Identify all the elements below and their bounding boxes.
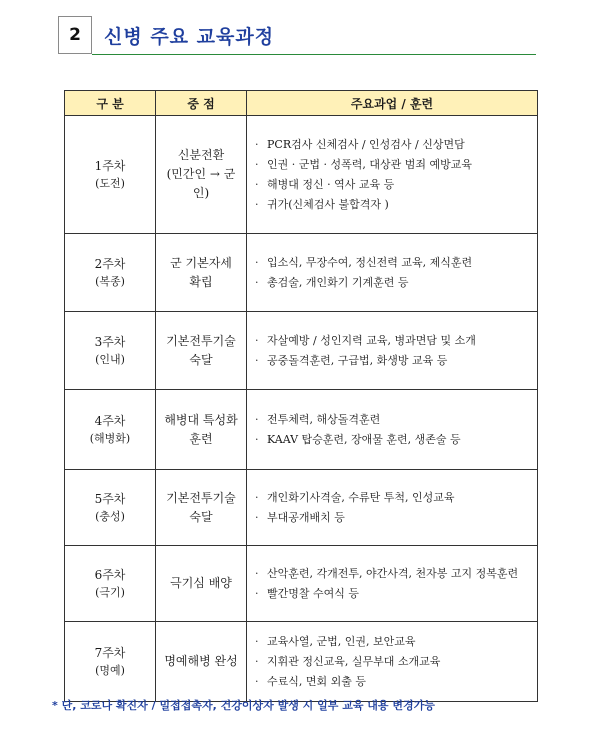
focus-line: 기본전투기술: [166, 333, 236, 348]
bullet-icon: ·: [255, 353, 259, 367]
list-item: [255, 430, 533, 450]
week-cell: [65, 116, 156, 234]
week-cell: [65, 312, 156, 390]
focus-line: 해병대 특성화: [164, 412, 238, 427]
list-item: [255, 508, 533, 528]
subjects-cell: [247, 622, 538, 702]
bullet-icon: ·: [255, 654, 259, 668]
list-item: [255, 632, 533, 652]
week-theme: (극기): [95, 585, 125, 599]
list-item-text: 귀가(신체검사 불합격자 ): [267, 197, 389, 211]
week-theme: (명예): [95, 663, 125, 677]
week-theme: (충성): [95, 509, 125, 523]
table-header-row: [65, 91, 538, 116]
week-cell: [65, 546, 156, 622]
section-header: [58, 16, 536, 54]
table-row: [65, 546, 538, 622]
list-item-text: 개인화기사격술, 수류탄 투척, 인성교육: [267, 490, 455, 504]
week-label: 7주차: [94, 645, 126, 660]
week-cell: [65, 234, 156, 312]
focus-cell: [156, 470, 247, 546]
list-item: [255, 331, 533, 351]
header-category: 구 분: [65, 91, 156, 116]
focus-line: 극기심 배양: [170, 576, 232, 590]
bullet-icon: ·: [255, 510, 259, 524]
week-label: 5주차: [94, 491, 126, 506]
list-item-text: 지휘관 정신교육, 실무부대 소개교육: [267, 654, 441, 668]
bullet-icon: ·: [255, 674, 259, 688]
focus-line: (민간인 → 군인): [166, 167, 236, 200]
table-row: [65, 470, 538, 546]
bullet-icon: ·: [255, 586, 259, 600]
list-item: [255, 273, 533, 293]
week-label: 2주차: [94, 256, 126, 271]
week-cell: [65, 470, 156, 546]
list-item-text: 전투체력, 해상돌격훈련: [267, 412, 381, 426]
bullet-icon: ·: [255, 490, 259, 504]
bullet-icon: ·: [255, 255, 259, 269]
focus-line: 훈련: [189, 431, 213, 446]
subjects-cell: [247, 116, 538, 234]
list-item-text: 부대공개배치 등: [267, 510, 345, 524]
list-item: [255, 652, 533, 672]
subjects-cell: [247, 390, 538, 470]
week-theme: (해병화): [89, 431, 131, 445]
focus-line: 숙달: [189, 352, 213, 367]
week-cell: [65, 622, 156, 702]
list-item: [255, 135, 533, 155]
subjects-cell: [247, 470, 538, 546]
table-row: [65, 234, 538, 312]
week-label: 4주차: [94, 413, 126, 428]
focus-line: 확립: [189, 274, 213, 289]
week-label: 3주차: [94, 334, 126, 349]
header-underline: [92, 54, 536, 55]
focus-line: 신분전환: [177, 148, 225, 162]
list-item-text: 빨간명찰 수여식 등: [267, 586, 360, 600]
bullet-icon: ·: [255, 137, 259, 151]
list-item-text: 입소식, 무장수여, 정신전력 교육, 제식훈련: [267, 255, 473, 269]
list-item-text: KAAV 탑승훈련, 장애물 훈련, 생존술 등: [267, 432, 461, 446]
week-label: 6주차: [94, 567, 126, 582]
bullet-icon: ·: [255, 177, 259, 191]
list-item-text: 수료식, 면회 외출 등: [267, 674, 366, 688]
table-row: [65, 622, 538, 702]
footnote: * 단, 코로나 확진자 / 밀접접촉자, 건강이상자 발생 시 일부 교육 내용 변경가능: [52, 699, 435, 712]
table-row: [65, 312, 538, 390]
list-item: [255, 175, 533, 195]
list-item: [255, 410, 533, 430]
bullet-icon: ·: [255, 157, 259, 171]
list-item: [255, 672, 533, 692]
week-theme: (도전): [95, 176, 125, 190]
list-item: [255, 351, 533, 371]
bullet-icon: ·: [255, 432, 259, 446]
subjects-cell: [247, 312, 538, 390]
table-row: [65, 390, 538, 470]
list-item-text: 인권 · 군법 · 성폭력, 대상관 범죄 예방교육: [267, 157, 472, 171]
section-title: 신병 주요 교육과정: [104, 25, 275, 48]
bullet-icon: ·: [255, 197, 259, 211]
week-theme: (복종): [95, 274, 125, 288]
bullet-icon: ·: [255, 412, 259, 426]
list-item-text: PCR검사 신체검사 / 인성검사 / 신상면담: [267, 137, 465, 151]
bullet-icon: ·: [255, 275, 259, 289]
list-item-text: 자살예방 / 성인지력 교육, 병과면담 및 소개: [267, 333, 476, 347]
list-item: [255, 155, 533, 175]
list-item-text: 해병대 정신 · 역사 교육 등: [267, 177, 395, 191]
bullet-icon: ·: [255, 566, 259, 580]
week-theme: (인내): [95, 352, 125, 366]
curriculum-table: [64, 90, 538, 702]
bullet-icon: ·: [255, 634, 259, 648]
list-item-text: 총검술, 개인화기 기계훈련 등: [267, 275, 409, 289]
focus-cell: [156, 390, 247, 470]
focus-cell: [156, 234, 247, 312]
header-subjects: 주요과업 / 훈련: [247, 91, 538, 116]
subjects-cell: [247, 546, 538, 622]
focus-cell: [156, 622, 247, 702]
bullet-icon: ·: [255, 333, 259, 347]
list-item: [255, 564, 533, 584]
list-item-text: 산악훈련, 각개전투, 야간사격, 천자봉 고지 정복훈련: [267, 566, 519, 580]
focus-line: 숙달: [189, 509, 213, 524]
focus-cell: [156, 546, 247, 622]
header-focus: 중 점: [156, 91, 247, 116]
subjects-cell: [247, 234, 538, 312]
list-item-text: 공중돌격훈련, 구급법, 화생방 교육 등: [267, 353, 448, 367]
focus-cell: [156, 116, 247, 234]
focus-line: 기본전투기술: [166, 490, 236, 505]
table-row: [65, 116, 538, 234]
list-item: [255, 195, 533, 215]
focus-line: 군 기본자세: [170, 255, 232, 270]
focus-line: 명예해병 완성: [164, 654, 238, 668]
focus-cell: [156, 312, 247, 390]
list-item: [255, 253, 533, 273]
list-item: [255, 584, 533, 604]
list-item-text: 교육사열, 군법, 인권, 보안교육: [267, 634, 416, 648]
list-item: [255, 488, 533, 508]
week-cell: [65, 390, 156, 470]
week-label: 1주차: [94, 158, 126, 173]
section-number: 2: [58, 16, 92, 54]
